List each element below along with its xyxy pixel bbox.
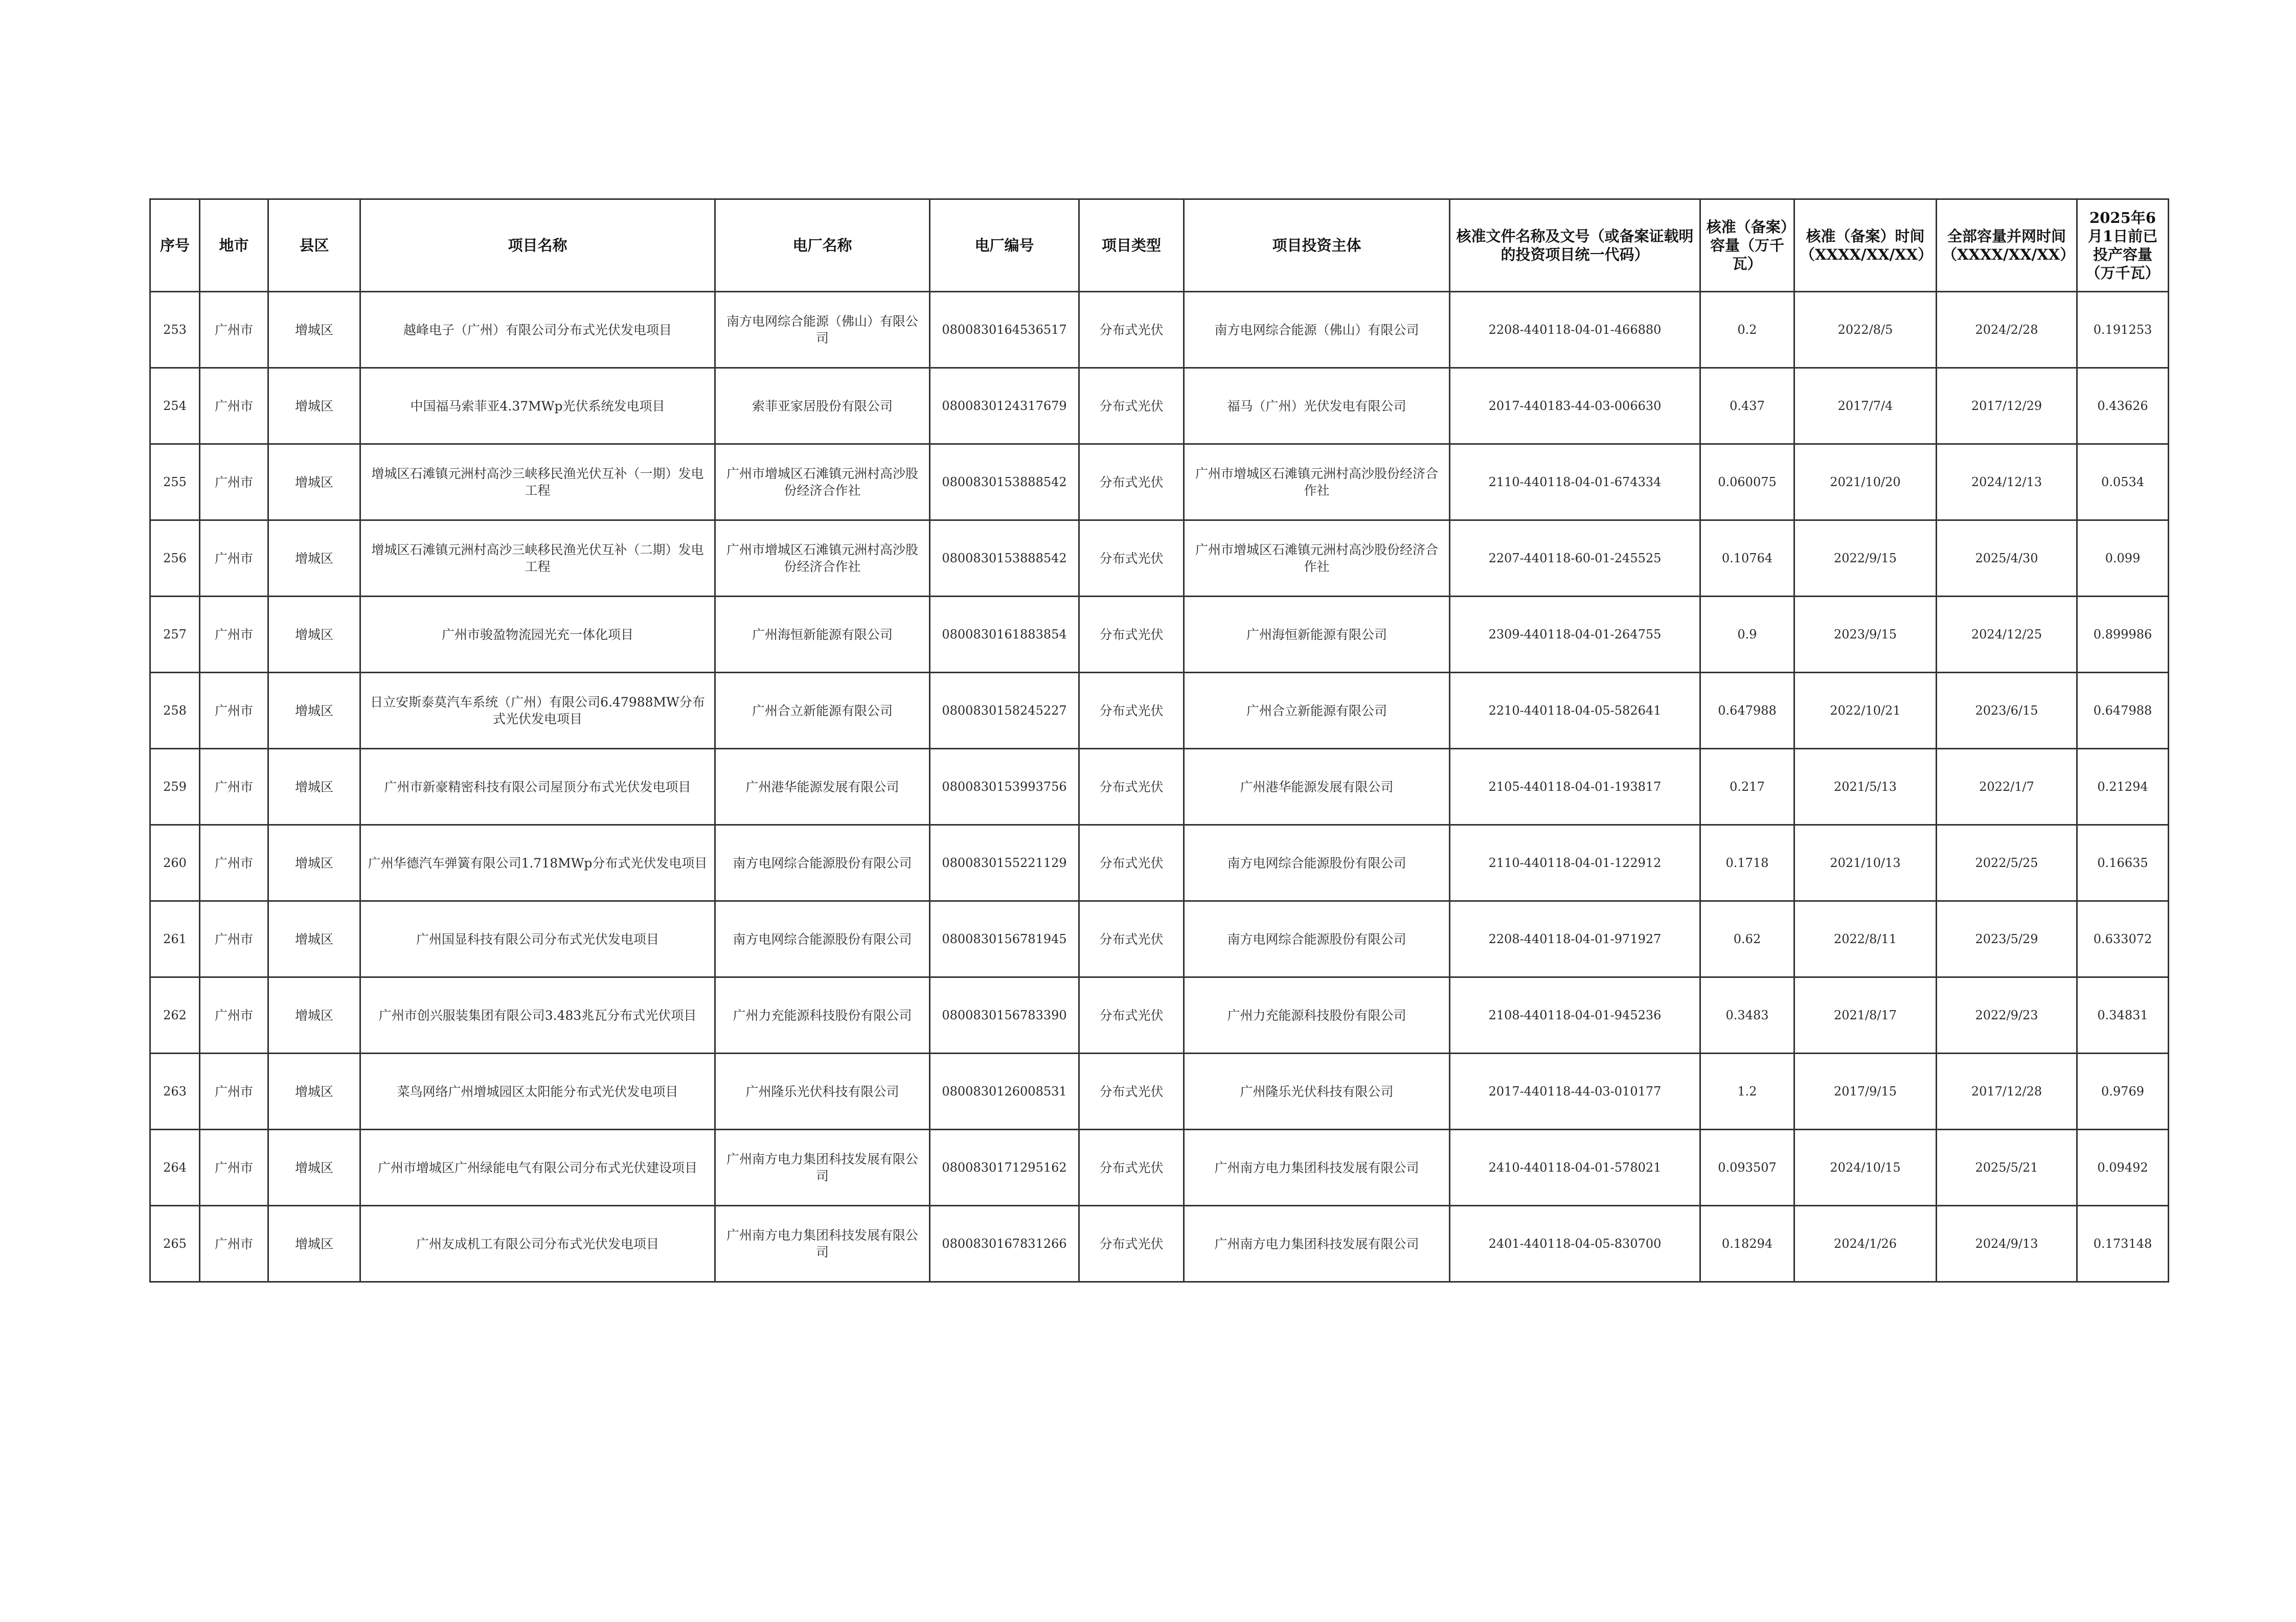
operating-capacity-cell: 0.633072 bbox=[2077, 901, 2169, 977]
district-cell: 增城区 bbox=[268, 749, 360, 825]
grid-connection-date-cell: 2017/12/28 bbox=[1937, 1054, 2077, 1130]
seq-cell: 264 bbox=[150, 1130, 200, 1206]
approved-capacity-cell: 0.62 bbox=[1700, 901, 1794, 977]
investor-cell: 广州市增城区石滩镇元洲村高沙股份经济合作社 bbox=[1184, 520, 1450, 597]
plant-code-cell: 0800830171295162 bbox=[930, 1130, 1079, 1206]
header-cell: 项目名称 bbox=[360, 199, 715, 292]
project-name-cell: 广州市创兴服装集团有限公司3.483兆瓦分布式光伏项目 bbox=[360, 977, 715, 1054]
project-name-cell: 广州市骏盈物流园光充一体化项目 bbox=[360, 597, 715, 673]
approval-date-cell: 2024/10/15 bbox=[1794, 1130, 1937, 1206]
seq-cell: 254 bbox=[150, 368, 200, 444]
plant-name-cell: 广州合立新能源有限公司 bbox=[715, 673, 930, 749]
plant-name-cell: 广州海恒新能源有限公司 bbox=[715, 597, 930, 673]
operating-capacity-cell: 0.099 bbox=[2077, 520, 2169, 597]
seq-cell: 263 bbox=[150, 1054, 200, 1130]
approved-capacity-cell: 0.10764 bbox=[1700, 520, 1794, 597]
district-cell: 增城区 bbox=[268, 673, 360, 749]
seq-cell: 262 bbox=[150, 977, 200, 1054]
approved-capacity-cell: 1.2 bbox=[1700, 1054, 1794, 1130]
project-type-cell: 分布式光伏 bbox=[1079, 901, 1184, 977]
plant-name-cell: 广州市增城区石滩镇元洲村高沙股份经济合作社 bbox=[715, 520, 930, 597]
investor-cell: 南方电网综合能源股份有限公司 bbox=[1184, 901, 1450, 977]
district-cell: 增城区 bbox=[268, 597, 360, 673]
approval-code-cell: 2208-440118-04-01-971927 bbox=[1450, 901, 1700, 977]
grid-connection-date-cell: 2024/12/25 bbox=[1937, 597, 2077, 673]
approved-capacity-cell: 0.3483 bbox=[1700, 977, 1794, 1054]
plant-code-cell: 0800830156781945 bbox=[930, 901, 1079, 977]
city-cell: 广州市 bbox=[200, 444, 268, 520]
approval-code-cell: 2110-440118-04-01-674334 bbox=[1450, 444, 1700, 520]
city-cell: 广州市 bbox=[200, 901, 268, 977]
table-row bbox=[150, 1130, 2169, 1206]
seq-cell: 257 bbox=[150, 597, 200, 673]
grid-connection-date-cell: 2024/2/28 bbox=[1937, 292, 2077, 368]
approval-code-cell: 2410-440118-04-01-578021 bbox=[1450, 1130, 1700, 1206]
plant-name-cell: 广州隆乐光伏科技有限公司 bbox=[715, 1054, 930, 1130]
plant-code-cell: 0800830153888542 bbox=[930, 444, 1079, 520]
investor-cell: 广州海恒新能源有限公司 bbox=[1184, 597, 1450, 673]
approved-capacity-cell: 0.9 bbox=[1700, 597, 1794, 673]
seq-cell: 261 bbox=[150, 901, 200, 977]
approval-date-cell: 2021/8/17 bbox=[1794, 977, 1937, 1054]
approved-capacity-cell: 0.2 bbox=[1700, 292, 1794, 368]
approval-date-cell: 2022/8/11 bbox=[1794, 901, 1937, 977]
project-type-cell: 分布式光伏 bbox=[1079, 749, 1184, 825]
table-row bbox=[150, 597, 2169, 673]
approval-code-cell: 2208-440118-04-01-466880 bbox=[1450, 292, 1700, 368]
pv-project-table bbox=[149, 198, 2169, 1283]
approved-capacity-cell: 0.18294 bbox=[1700, 1206, 1794, 1282]
approved-capacity-cell: 0.437 bbox=[1700, 368, 1794, 444]
district-cell: 增城区 bbox=[268, 825, 360, 901]
table-row bbox=[150, 825, 2169, 901]
table-row bbox=[150, 977, 2169, 1054]
city-cell: 广州市 bbox=[200, 825, 268, 901]
investor-cell: 广州合立新能源有限公司 bbox=[1184, 673, 1450, 749]
grid-connection-date-cell: 2017/12/29 bbox=[1937, 368, 2077, 444]
project-name-cell: 增城区石滩镇元洲村高沙三峡移民渔光伏互补（一期）发电工程 bbox=[360, 444, 715, 520]
approval-code-cell: 2401-440118-04-05-830700 bbox=[1450, 1206, 1700, 1282]
investor-cell: 南方电网综合能源股份有限公司 bbox=[1184, 825, 1450, 901]
operating-capacity-cell: 0.191253 bbox=[2077, 292, 2169, 368]
operating-capacity-cell: 0.899986 bbox=[2077, 597, 2169, 673]
seq-cell: 256 bbox=[150, 520, 200, 597]
operating-capacity-cell: 0.09492 bbox=[2077, 1130, 2169, 1206]
approval-code-cell: 2108-440118-04-01-945236 bbox=[1450, 977, 1700, 1054]
project-type-cell: 分布式光伏 bbox=[1079, 825, 1184, 901]
project-name-cell: 菜鸟网络广州增城园区太阳能分布式光伏发电项目 bbox=[360, 1054, 715, 1130]
investor-cell: 广州力充能源科技股份有限公司 bbox=[1184, 977, 1450, 1054]
grid-connection-date-cell: 2022/9/23 bbox=[1937, 977, 2077, 1054]
operating-capacity-cell: 0.34831 bbox=[2077, 977, 2169, 1054]
header-cell: 电厂编号 bbox=[930, 199, 1079, 292]
operating-capacity-cell: 0.9769 bbox=[2077, 1054, 2169, 1130]
grid-connection-date-cell: 2023/5/29 bbox=[1937, 901, 2077, 977]
approval-code-cell: 2017-440118-44-03-010177 bbox=[1450, 1054, 1700, 1130]
project-type-cell: 分布式光伏 bbox=[1079, 444, 1184, 520]
plant-code-cell: 0800830153888542 bbox=[930, 520, 1079, 597]
table-row bbox=[150, 673, 2169, 749]
city-cell: 广州市 bbox=[200, 597, 268, 673]
district-cell: 增城区 bbox=[268, 368, 360, 444]
project-name-cell: 中国福马索菲亚4.37MWp光伏系统发电项目 bbox=[360, 368, 715, 444]
investor-cell: 广州南方电力集团科技发展有限公司 bbox=[1184, 1130, 1450, 1206]
plant-name-cell: 南方电网综合能源股份有限公司 bbox=[715, 825, 930, 901]
operating-capacity-cell: 0.0534 bbox=[2077, 444, 2169, 520]
approved-capacity-cell: 0.217 bbox=[1700, 749, 1794, 825]
project-name-cell: 越峰电子（广州）有限公司分布式光伏发电项目 bbox=[360, 292, 715, 368]
approval-date-cell: 2021/10/20 bbox=[1794, 444, 1937, 520]
city-cell: 广州市 bbox=[200, 749, 268, 825]
investor-cell: 广州港华能源发展有限公司 bbox=[1184, 749, 1450, 825]
approval-date-cell: 2024/1/26 bbox=[1794, 1206, 1937, 1282]
project-name-cell: 广州国显科技有限公司分布式光伏发电项目 bbox=[360, 901, 715, 977]
grid-connection-date-cell: 2025/4/30 bbox=[1937, 520, 2077, 597]
header-cell: 2025年6月1日前已投产容量（万千瓦） bbox=[2077, 199, 2169, 292]
plant-code-cell: 0800830164536517 bbox=[930, 292, 1079, 368]
table-row bbox=[150, 1206, 2169, 1282]
project-name-cell: 广州友成机工有限公司分布式光伏发电项目 bbox=[360, 1206, 715, 1282]
operating-capacity-cell: 0.21294 bbox=[2077, 749, 2169, 825]
plant-name-cell: 南方电网综合能源（佛山）有限公司 bbox=[715, 292, 930, 368]
plant-code-cell: 0800830156783390 bbox=[930, 977, 1079, 1054]
district-cell: 增城区 bbox=[268, 977, 360, 1054]
approved-capacity-cell: 0.060075 bbox=[1700, 444, 1794, 520]
approval-code-cell: 2309-440118-04-01-264755 bbox=[1450, 597, 1700, 673]
table-row bbox=[150, 292, 2169, 368]
grid-connection-date-cell: 2023/6/15 bbox=[1937, 673, 2077, 749]
plant-code-cell: 0800830153993756 bbox=[930, 749, 1079, 825]
city-cell: 广州市 bbox=[200, 977, 268, 1054]
plant-name-cell: 南方电网综合能源股份有限公司 bbox=[715, 901, 930, 977]
table-row bbox=[150, 444, 2169, 520]
project-type-cell: 分布式光伏 bbox=[1079, 673, 1184, 749]
grid-connection-date-cell: 2024/9/13 bbox=[1937, 1206, 2077, 1282]
district-cell: 增城区 bbox=[268, 1130, 360, 1206]
table-body bbox=[150, 292, 2169, 1282]
approval-date-cell: 2022/8/5 bbox=[1794, 292, 1937, 368]
approved-capacity-cell: 0.093507 bbox=[1700, 1130, 1794, 1206]
project-type-cell: 分布式光伏 bbox=[1079, 597, 1184, 673]
grid-connection-date-cell: 2024/12/13 bbox=[1937, 444, 2077, 520]
approval-date-cell: 2021/5/13 bbox=[1794, 749, 1937, 825]
seq-cell: 255 bbox=[150, 444, 200, 520]
header-cell: 县区 bbox=[268, 199, 360, 292]
approval-date-cell: 2022/9/15 bbox=[1794, 520, 1937, 597]
city-cell: 广州市 bbox=[200, 1206, 268, 1282]
project-type-cell: 分布式光伏 bbox=[1079, 1054, 1184, 1130]
grid-connection-date-cell: 2022/5/25 bbox=[1937, 825, 2077, 901]
approval-code-cell: 2105-440118-04-01-193817 bbox=[1450, 749, 1700, 825]
investor-cell: 广州市增城区石滩镇元洲村高沙股份经济合作社 bbox=[1184, 444, 1450, 520]
header-cell: 核准（备案）容量（万千瓦） bbox=[1700, 199, 1794, 292]
header-cell: 全部容量并网时间（XXXX/XX/XX） bbox=[1937, 199, 2077, 292]
plant-name-cell: 广州南方电力集团科技发展有限公司 bbox=[715, 1130, 930, 1206]
city-cell: 广州市 bbox=[200, 292, 268, 368]
plant-code-cell: 0800830158245227 bbox=[930, 673, 1079, 749]
city-cell: 广州市 bbox=[200, 1054, 268, 1130]
approval-date-cell: 2017/9/15 bbox=[1794, 1054, 1937, 1130]
approval-code-cell: 2110-440118-04-01-122912 bbox=[1450, 825, 1700, 901]
project-type-cell: 分布式光伏 bbox=[1079, 1206, 1184, 1282]
investor-cell: 南方电网综合能源（佛山）有限公司 bbox=[1184, 292, 1450, 368]
project-type-cell: 分布式光伏 bbox=[1079, 520, 1184, 597]
table-header-row bbox=[150, 199, 2169, 292]
district-cell: 增城区 bbox=[268, 444, 360, 520]
district-cell: 增城区 bbox=[268, 520, 360, 597]
plant-name-cell: 广州南方电力集团科技发展有限公司 bbox=[715, 1206, 930, 1282]
project-name-cell: 日立安斯泰莫汽车系统（广州）有限公司6.47988MW分布式光伏发电项目 bbox=[360, 673, 715, 749]
project-name-cell: 广州市新豪精密科技有限公司屋顶分布式光伏发电项目 bbox=[360, 749, 715, 825]
seq-cell: 253 bbox=[150, 292, 200, 368]
seq-cell: 258 bbox=[150, 673, 200, 749]
table-row bbox=[150, 520, 2169, 597]
city-cell: 广州市 bbox=[200, 1130, 268, 1206]
plant-name-cell: 广州市增城区石滩镇元洲村高沙股份经济合作社 bbox=[715, 444, 930, 520]
project-name-cell: 广州华德汽车弹簧有限公司1.718MWp分布式光伏发电项目 bbox=[360, 825, 715, 901]
city-cell: 广州市 bbox=[200, 520, 268, 597]
project-name-cell: 增城区石滩镇元洲村高沙三峡移民渔光伏互补（二期）发电工程 bbox=[360, 520, 715, 597]
approval-date-cell: 2022/10/21 bbox=[1794, 673, 1937, 749]
plant-name-cell: 广州港华能源发展有限公司 bbox=[715, 749, 930, 825]
header-cell: 项目类型 bbox=[1079, 199, 1184, 292]
header-cell: 核准文件名称及文号（或备案证载明的投资项目统一代码） bbox=[1450, 199, 1700, 292]
approval-code-cell: 2017-440183-44-03-006630 bbox=[1450, 368, 1700, 444]
project-name-cell: 广州市增城区广州绿能电气有限公司分布式光伏建设项目 bbox=[360, 1130, 715, 1206]
header-cell: 序号 bbox=[150, 199, 200, 292]
table-row bbox=[150, 1054, 2169, 1130]
seq-cell: 259 bbox=[150, 749, 200, 825]
seq-cell: 265 bbox=[150, 1206, 200, 1282]
approved-capacity-cell: 0.647988 bbox=[1700, 673, 1794, 749]
table-row bbox=[150, 749, 2169, 825]
plant-name-cell: 索菲亚家居股份有限公司 bbox=[715, 368, 930, 444]
district-cell: 增城区 bbox=[268, 1206, 360, 1282]
investor-cell: 广州南方电力集团科技发展有限公司 bbox=[1184, 1206, 1450, 1282]
approval-date-cell: 2021/10/13 bbox=[1794, 825, 1937, 901]
table-row bbox=[150, 368, 2169, 444]
operating-capacity-cell: 0.16635 bbox=[2077, 825, 2169, 901]
approval-date-cell: 2023/9/15 bbox=[1794, 597, 1937, 673]
city-cell: 广州市 bbox=[200, 673, 268, 749]
approved-capacity-cell: 0.1718 bbox=[1700, 825, 1794, 901]
project-type-cell: 分布式光伏 bbox=[1079, 292, 1184, 368]
investor-cell: 福马（广州）光伏发电有限公司 bbox=[1184, 368, 1450, 444]
project-type-cell: 分布式光伏 bbox=[1079, 1130, 1184, 1206]
plant-name-cell: 广州力充能源科技股份有限公司 bbox=[715, 977, 930, 1054]
district-cell: 增城区 bbox=[268, 901, 360, 977]
plant-code-cell: 0800830167831266 bbox=[930, 1206, 1079, 1282]
approval-code-cell: 2207-440118-60-01-245525 bbox=[1450, 520, 1700, 597]
table-row bbox=[150, 901, 2169, 977]
operating-capacity-cell: 0.173148 bbox=[2077, 1206, 2169, 1282]
operating-capacity-cell: 0.43626 bbox=[2077, 368, 2169, 444]
header-cell: 地市 bbox=[200, 199, 268, 292]
header-cell: 电厂名称 bbox=[715, 199, 930, 292]
city-cell: 广州市 bbox=[200, 368, 268, 444]
seq-cell: 260 bbox=[150, 825, 200, 901]
plant-code-cell: 0800830126008531 bbox=[930, 1054, 1079, 1130]
plant-code-cell: 0800830124317679 bbox=[930, 368, 1079, 444]
plant-code-cell: 0800830155221129 bbox=[930, 825, 1079, 901]
investor-cell: 广州隆乐光伏科技有限公司 bbox=[1184, 1054, 1450, 1130]
district-cell: 增城区 bbox=[268, 1054, 360, 1130]
header-cell: 项目投资主体 bbox=[1184, 199, 1450, 292]
operating-capacity-cell: 0.647988 bbox=[2077, 673, 2169, 749]
approval-code-cell: 2210-440118-04-05-582641 bbox=[1450, 673, 1700, 749]
grid-connection-date-cell: 2025/5/21 bbox=[1937, 1130, 2077, 1206]
plant-code-cell: 0800830161883854 bbox=[930, 597, 1079, 673]
header-cell: 核准（备案）时间（XXXX/XX/XX） bbox=[1794, 199, 1937, 292]
district-cell: 增城区 bbox=[268, 292, 360, 368]
project-type-cell: 分布式光伏 bbox=[1079, 977, 1184, 1054]
project-type-cell: 分布式光伏 bbox=[1079, 368, 1184, 444]
grid-connection-date-cell: 2022/1/7 bbox=[1937, 749, 2077, 825]
approval-date-cell: 2017/7/4 bbox=[1794, 368, 1937, 444]
